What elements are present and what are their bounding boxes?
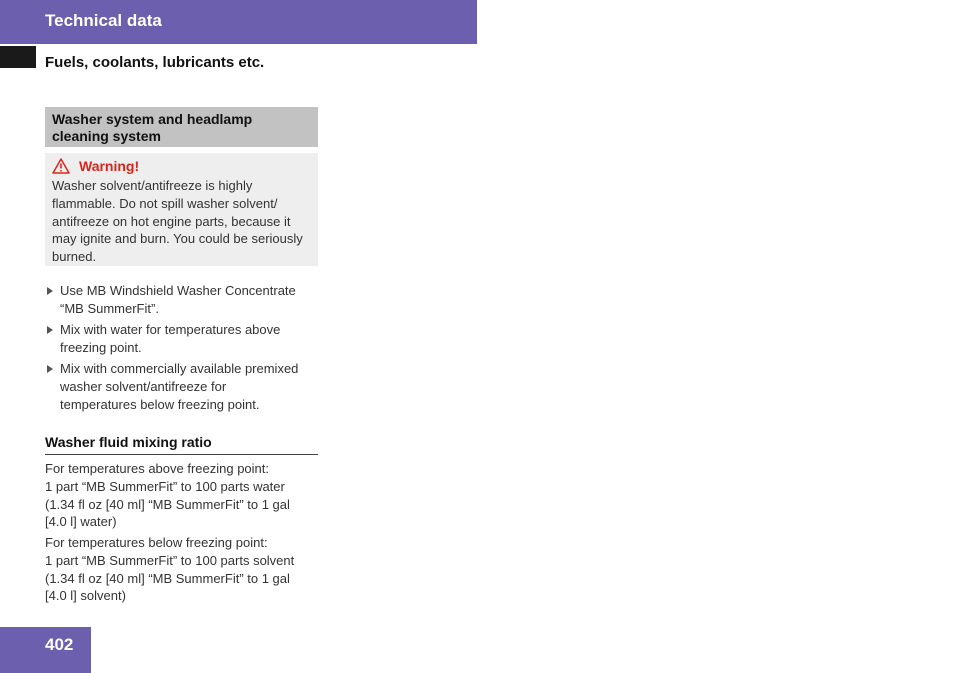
triangle-bullet-icon: [47, 287, 53, 295]
warning-header: [52, 157, 312, 175]
warning-line: flammable. Do not spill washer solvent/: [52, 195, 278, 211]
instruction-item: [45, 282, 325, 318]
ratio-line: [4.0 l] water): [45, 514, 117, 530]
ratio-above-freezing: [45, 460, 325, 531]
warning-label: Warning!: [79, 158, 140, 174]
triangle-bullet-icon: [47, 326, 53, 334]
instruction-item: [45, 321, 325, 357]
section-title-line2: cleaning system: [52, 128, 161, 144]
triangle-bullet-icon: [47, 365, 53, 373]
ratio-line: For temperatures below freezing point:: [45, 535, 268, 550]
ratio-line: (1.34 fl oz [40 ml] “MB SummerFit” to 1 gal: [45, 570, 290, 586]
ratio-below-freezing: [45, 534, 325, 605]
ratio-line: 1 part “MB SummerFit” to 100 parts solvent: [45, 552, 295, 568]
page-number: 402: [45, 635, 74, 654]
ratio-line: For temperatures above freezing point:: [45, 461, 270, 476]
chapter-tab-marker: [0, 46, 36, 68]
instruction-line: “MB SummerFit”.: [60, 301, 159, 316]
warning-line: Washer solvent/antifreeze is highly: [52, 178, 253, 193]
instruction-line: Use MB Windshield Washer Concentrate: [60, 283, 296, 298]
page-number-box: [0, 627, 91, 673]
warning-box: [45, 153, 318, 266]
section-heading-box: [45, 107, 318, 147]
instruction-item: [45, 360, 325, 414]
warning-line: antifreeze on hot engine parts, because it: [52, 213, 291, 229]
ratio-line: [4.0 l] solvent): [45, 588, 126, 604]
ratio-line: 1 part “MB SummerFit” to 100 parts water: [45, 478, 285, 494]
page-subheading: Fuels, coolants, lubricants etc.: [45, 54, 265, 71]
instruction-list: [45, 282, 325, 417]
instruction-line: temperatures below freezing point.: [60, 397, 260, 412]
chapter-title: Technical data: [45, 11, 162, 30]
instruction-line: Mix with water for temperatures above: [60, 322, 281, 337]
section-title-line1: Washer system and headlamp: [52, 111, 253, 127]
mixing-ratio-heading: Washer fluid mixing ratio: [45, 434, 318, 455]
ratio-line: (1.34 fl oz [40 ml] “MB SummerFit” to 1 gal: [45, 496, 290, 512]
warning-text: [52, 177, 312, 266]
warning-triangle-icon: [52, 158, 70, 174]
instruction-line: washer solvent/antifreeze for: [60, 379, 227, 394]
warning-line: burned.: [52, 249, 97, 265]
instruction-line: freezing point.: [60, 340, 142, 355]
instruction-line: Mix with commercially available premixed: [60, 361, 299, 376]
header-bar: [0, 0, 477, 44]
warning-line: may ignite and burn. You could be seriously: [52, 231, 303, 247]
